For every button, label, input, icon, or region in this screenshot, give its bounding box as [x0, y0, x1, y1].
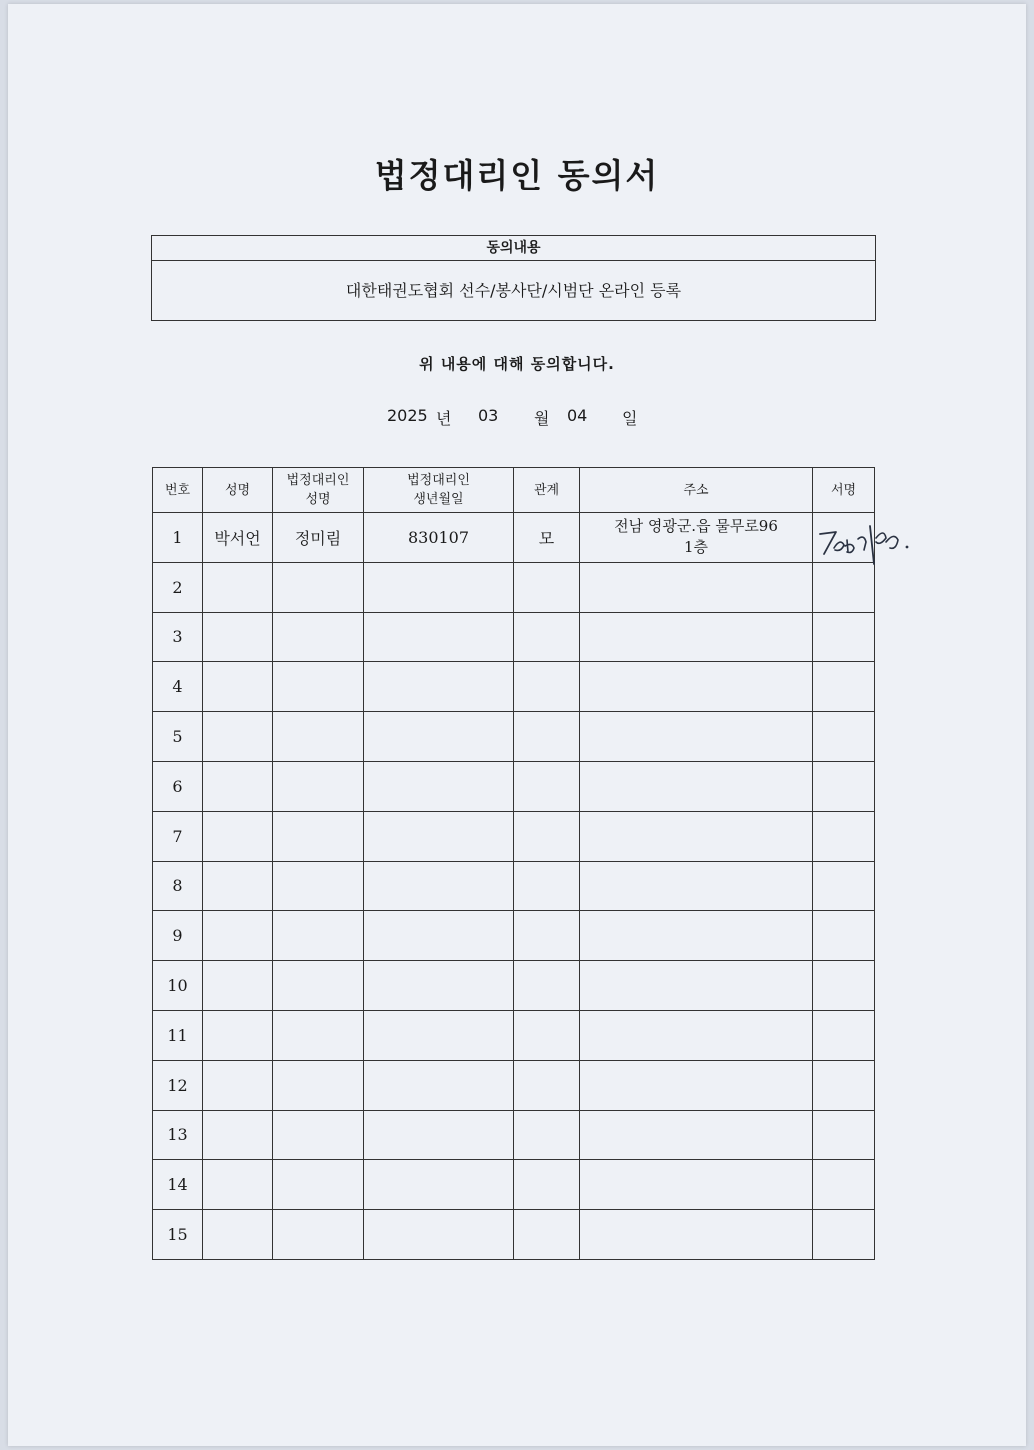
relation — [514, 1210, 580, 1260]
row-number: 12 — [153, 1060, 203, 1110]
header-col-address: 주소 — [580, 468, 813, 513]
guardian-name — [273, 1110, 364, 1160]
relation — [514, 761, 580, 811]
guardian-name — [273, 1060, 364, 1110]
signature-cell — [813, 811, 875, 861]
row-number: 7 — [153, 811, 203, 861]
student-name — [203, 712, 273, 762]
row-number: 10 — [153, 961, 203, 1011]
table-row — [153, 662, 875, 712]
date-day-unit: 일 — [622, 409, 638, 428]
address — [580, 861, 813, 911]
signature-cell — [813, 662, 875, 712]
guardian-birth — [364, 961, 514, 1011]
student-name — [203, 612, 273, 662]
consent-header: 동의내용 — [152, 236, 875, 261]
guardian-birth — [364, 712, 514, 762]
guardian-birth — [364, 1060, 514, 1110]
table-row — [153, 811, 875, 861]
guardian-birth — [364, 562, 514, 612]
guardian-birth — [364, 911, 514, 961]
guardian-name — [273, 861, 364, 911]
header-col-signature: 서명 — [813, 468, 875, 513]
row-number: 9 — [153, 911, 203, 961]
table-body — [153, 513, 875, 1260]
table-row — [153, 1060, 875, 1110]
signature-cell — [813, 1060, 875, 1110]
student-name — [203, 811, 273, 861]
relation — [514, 911, 580, 961]
student-name — [203, 761, 273, 811]
guardian-name — [273, 612, 364, 662]
table-row — [153, 1210, 875, 1260]
address — [580, 1160, 813, 1210]
guardian-name — [273, 1010, 364, 1060]
relation — [514, 612, 580, 662]
table-row — [153, 1010, 875, 1060]
address — [580, 562, 813, 612]
row-number: 2 — [153, 562, 203, 612]
consent-box — [151, 235, 876, 321]
row-number: 5 — [153, 712, 203, 762]
document-title: 법정대리인 동의서 — [374, 156, 660, 195]
guardian-name — [273, 712, 364, 762]
relation — [514, 1110, 580, 1160]
signature-cell — [813, 961, 875, 1011]
table-row — [153, 911, 875, 961]
address — [580, 1010, 813, 1060]
guardian-name — [273, 811, 364, 861]
relation — [514, 562, 580, 612]
guardian-birth — [364, 861, 514, 911]
guardian-birth — [364, 612, 514, 662]
table-header-row — [153, 468, 875, 513]
signature-cell — [813, 1210, 875, 1260]
table-row — [153, 861, 875, 911]
guardian-name — [273, 562, 364, 612]
address — [580, 1060, 813, 1110]
signature-cell — [813, 1110, 875, 1160]
guardian-name — [273, 1210, 364, 1260]
student-name — [203, 1060, 273, 1110]
agree-statement: 위 내용에 대해 동의합니다. — [419, 355, 615, 373]
row-number: 14 — [153, 1160, 203, 1210]
signature-cell — [813, 861, 875, 911]
relation — [514, 811, 580, 861]
signature-cell — [813, 1010, 875, 1060]
guardian-birth — [364, 1210, 514, 1260]
guardian-birth — [364, 1160, 514, 1210]
row-number: 11 — [153, 1010, 203, 1060]
signature-cell — [813, 612, 875, 662]
header-col-guardian-birth: 법정대리인 생년월일 — [364, 468, 514, 513]
row-number: 1 — [153, 513, 203, 563]
address — [580, 911, 813, 961]
student-name — [203, 861, 273, 911]
guardian-name — [273, 761, 364, 811]
guardian-birth — [364, 1110, 514, 1160]
guardian-table — [152, 467, 875, 1260]
student-name — [203, 961, 273, 1011]
table-row — [153, 1110, 875, 1160]
relation: 모 — [514, 513, 580, 563]
address — [580, 712, 813, 762]
guardian-birth: 830107 — [364, 513, 514, 563]
table-row — [153, 612, 875, 662]
guardian-birth — [364, 662, 514, 712]
relation — [514, 662, 580, 712]
relation — [514, 712, 580, 762]
address: 전남 영광군.읍 물무로96 1층 — [580, 513, 813, 563]
address — [580, 811, 813, 861]
signature-cell — [813, 911, 875, 961]
header-col-number: 번호 — [153, 468, 203, 513]
date-year-unit: 년 — [436, 409, 452, 428]
row-number: 4 — [153, 662, 203, 712]
student-name — [203, 911, 273, 961]
table-row — [153, 761, 875, 811]
relation — [514, 1010, 580, 1060]
table-row — [153, 1160, 875, 1210]
relation — [514, 961, 580, 1011]
row-number: 15 — [153, 1210, 203, 1260]
address — [580, 1210, 813, 1260]
date-day: 04 — [567, 406, 588, 425]
table-row — [153, 513, 875, 563]
student-name — [203, 1160, 273, 1210]
row-number: 8 — [153, 861, 203, 911]
relation — [514, 1160, 580, 1210]
header-col-relation: 관계 — [514, 468, 580, 513]
student-name — [203, 1010, 273, 1060]
guardian-name: 정미림 — [273, 513, 364, 563]
date-year: 2025 — [387, 406, 428, 425]
signature-cell — [813, 1160, 875, 1210]
student-name: 박서언 — [203, 513, 273, 563]
guardian-name — [273, 1160, 364, 1210]
guardian-name — [273, 911, 364, 961]
guardian-birth — [364, 1010, 514, 1060]
table-row — [153, 961, 875, 1011]
address — [580, 612, 813, 662]
document-page — [8, 4, 1026, 1446]
row-number: 13 — [153, 1110, 203, 1160]
header-col-name: 성명 — [203, 468, 273, 513]
signature-cell — [813, 761, 875, 811]
table-row — [153, 712, 875, 762]
student-name — [203, 1210, 273, 1260]
header-col-guardian-name: 법정대리인 성명 — [273, 468, 364, 513]
student-name — [203, 562, 273, 612]
row-number: 6 — [153, 761, 203, 811]
relation — [514, 1060, 580, 1110]
handwritten-signature — [814, 512, 914, 570]
consent-text: 대한태권도협회 선수/봉사단/시범단 온라인 등록 — [345, 281, 682, 300]
relation — [514, 861, 580, 911]
address — [580, 961, 813, 1011]
student-name — [203, 662, 273, 712]
signature-cell — [813, 712, 875, 762]
date-month-unit: 월 — [534, 409, 550, 428]
address — [580, 1110, 813, 1160]
row-number: 3 — [153, 612, 203, 662]
address — [580, 662, 813, 712]
guardian-name — [273, 662, 364, 712]
table-row — [153, 562, 875, 612]
guardian-birth — [364, 761, 514, 811]
date-month: 03 — [478, 406, 499, 425]
student-name — [203, 1110, 273, 1160]
address — [580, 761, 813, 811]
guardian-birth — [364, 811, 514, 861]
guardian-name — [273, 961, 364, 1011]
